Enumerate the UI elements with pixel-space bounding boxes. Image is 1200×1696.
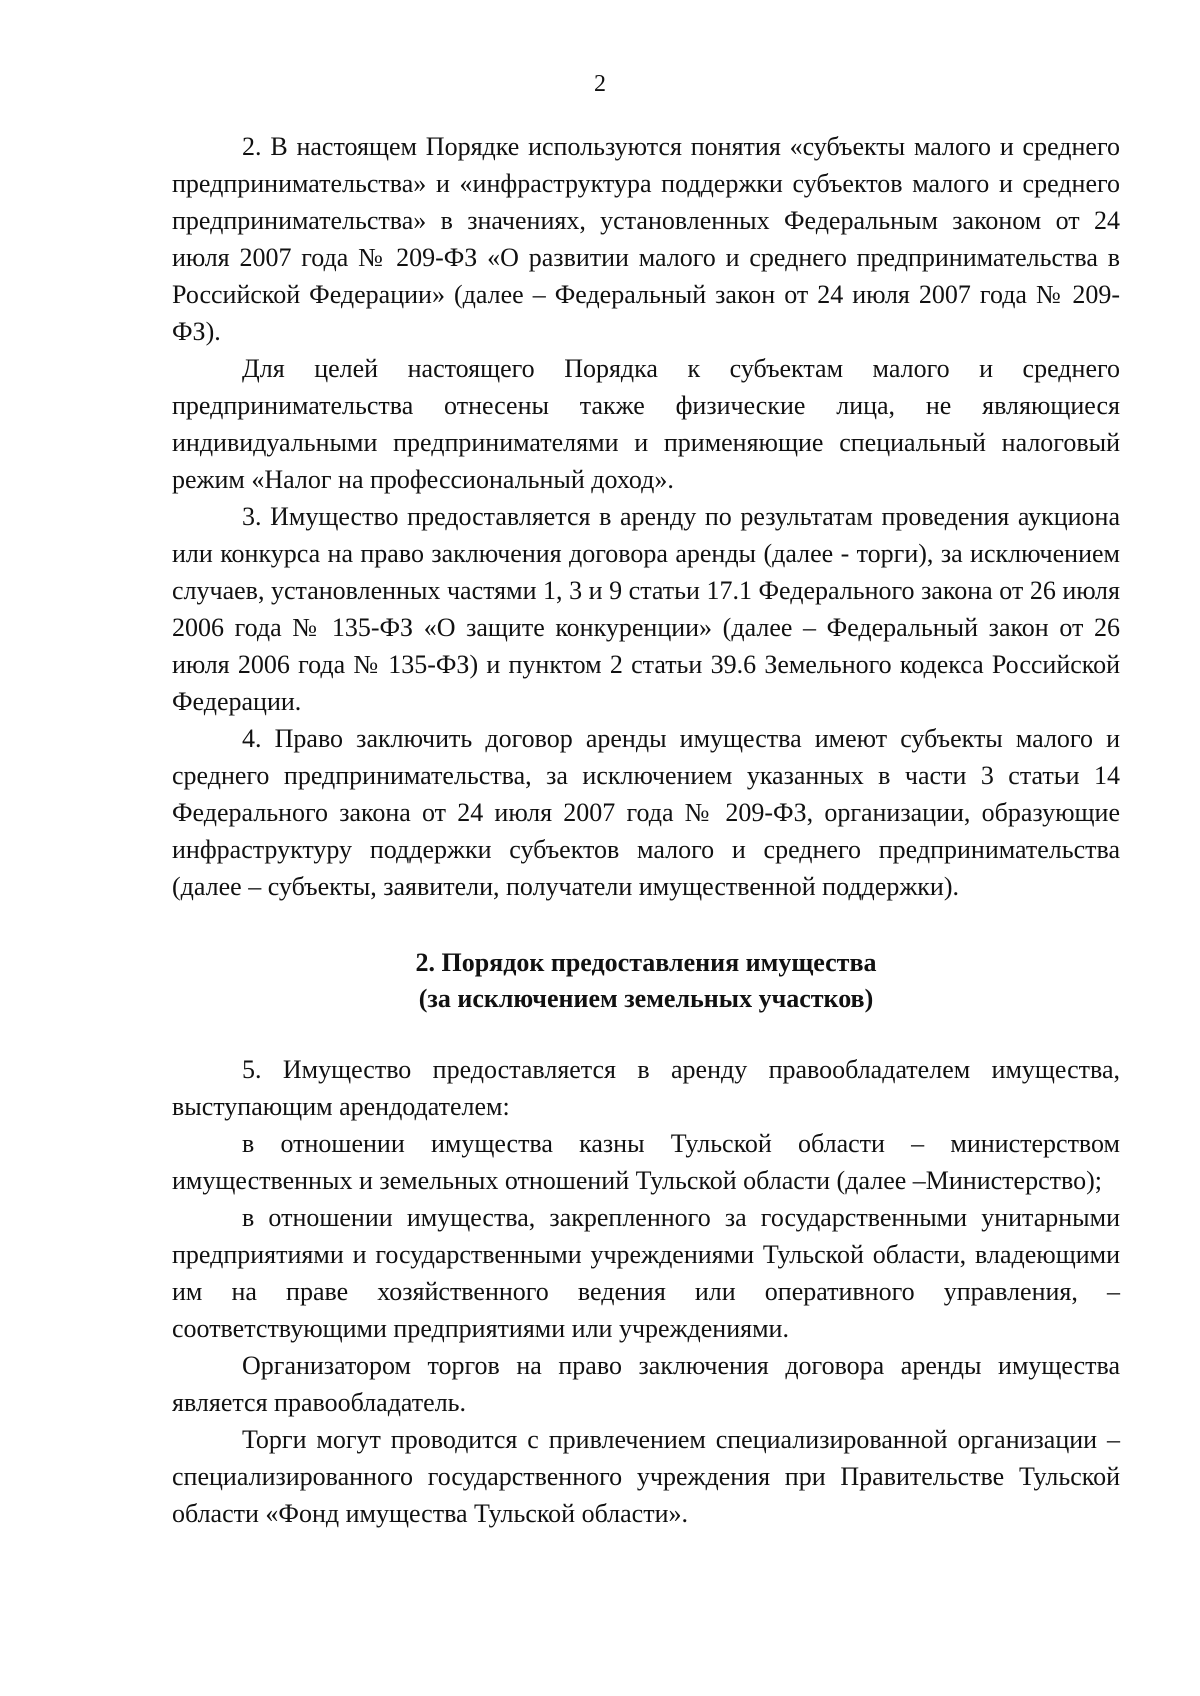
section-title [172,945,1120,1017]
document-body [172,128,1120,1532]
paragraph-4-eligibility: 4. Право заключить договор аренды имущества имеют субъекты малого и среднего предпринимательства, за исключением указанных в части 3 статьи 14 Федерального закона от 24 июля 2007 года № 209-ФЗ, организации, образующие инфраструктуру поддержки субъектов малого и среднего предпринимательства (далее – субъекты, заявители, получатели имущественной поддержки). [172,724,1120,901]
section-title-line-2: (за исключением земельных участков) [418,984,874,1013]
paragraph-specialized-organization: Торги могут проводится с привлечением специализированной организации – специализированного государственного учреждения при Правительстве Тульской области «Фонд имущества Тульской области». [172,1425,1120,1528]
paragraph-treasury-property: в отношении имущества казны Тульской области – министерством имущественных и земельных отношений Тульской области (далее –Министерство); [172,1129,1120,1195]
paragraph-self-employed: Для целей настоящего Порядка к субъектам малого и среднего предпринимательства отнесены также физические лица, не являющиеся индивидуальными предпринимателями и применяющие специальный налоговый режим «Налог на профессиональный доход». [172,354,1120,494]
paragraph-assigned-property: в отношении имущества, закрепленного за государственными унитарными предприятиями и государственными учреждениями Тульской области, владеющими им на праве хозяйственного ведения или оперативного управления, – соответствующими предприятиями или учреждениями. [172,1203,1120,1343]
paragraph-2-concepts: 2. В настоящем Порядке используются понятия «субъекты малого и среднего предпринимательства» и «инфраструктура поддержки субъектов малого и среднего предпринимательства» в значениях, установленных Федеральным законом от 24 июля 2007 года № 209-ФЗ «О развитии малого и среднего предпринимательства в Российской Федерации» (далее – Федеральный закон от 24 июля 2007 года № 209-ФЗ). [172,132,1120,346]
paragraph-5-lessor: 5. Имущество предоставляется в аренду правообладателем имущества, выступающим арендодателем: [172,1055,1120,1121]
section-title-line-1: 2. Порядок предоставления имущества [415,948,877,977]
paragraph-3-auction: 3. Имущество предоставляется в аренду по результатам проведения аукциона или конкурса на право заключения договора аренды (далее - торги), за исключением случаев, установленных частями 1, 3 и 9 статьи 17.1 Федерального закона от 26 июля 2006 года № 135-ФЗ «О защите конкуренции» (далее – Федеральный закон от 26 июля 2006 года № 135-ФЗ) и пунктом 2 статьи 39.6 Земельного кодекса Российской Федерации. [172,502,1120,716]
paragraph-auction-organizer: Организатором торгов на право заключения договора аренды имущества является правообладатель. [172,1351,1120,1417]
page-number: 2 [594,71,606,97]
